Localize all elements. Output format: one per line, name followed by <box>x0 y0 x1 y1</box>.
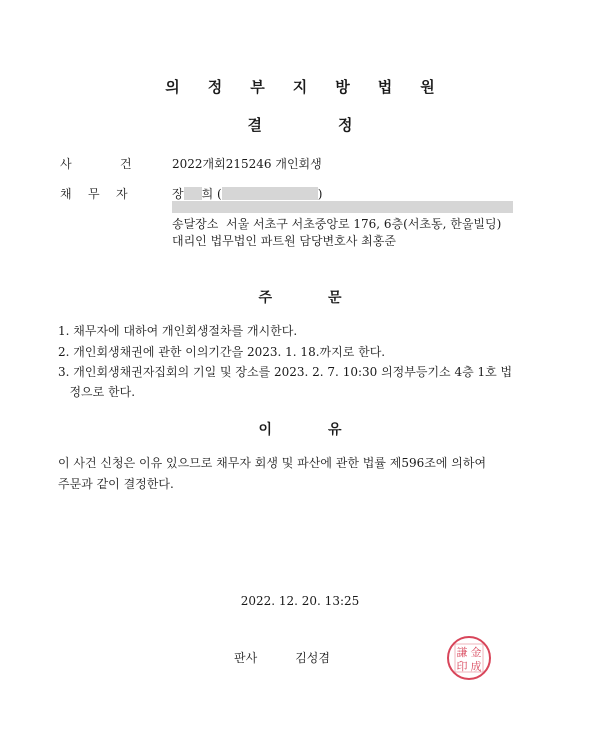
reason-heading-char: 유 <box>328 422 342 438</box>
court-char: 원 <box>420 78 435 96</box>
debtor-name-suffix: 희 ( <box>201 187 222 201</box>
court-name <box>0 76 600 97</box>
seal-ring <box>448 637 490 679</box>
court-char: 정 <box>207 78 223 96</box>
order-heading-char: 문 <box>328 290 342 306</box>
debtor-name-prefix: 장 <box>172 187 184 201</box>
order-heading <box>0 287 600 307</box>
redaction <box>222 187 318 200</box>
court-seal <box>446 635 492 681</box>
debtor-address <box>172 215 501 232</box>
debtor-label-char: 무 <box>88 187 100 201</box>
debtor-name-close: ) <box>317 187 323 201</box>
doctype-char: 결 <box>247 116 262 134</box>
reason-heading-char: 이 <box>258 422 272 438</box>
order-heading-char: 주 <box>258 290 272 306</box>
redaction <box>184 187 202 200</box>
decision-date: 2022. 12. 20. 13:25 <box>240 594 360 608</box>
debtor-label-char: 자 <box>116 187 128 201</box>
debtor-label-char: 채 <box>60 187 72 201</box>
address-label: 송달장소 <box>172 217 219 231</box>
address-value: 서울 서초구 서초중앙로 176, 6층(서초동, 한울빌딩) <box>226 217 502 231</box>
reason-heading <box>0 419 600 439</box>
judge-title: 판사 <box>234 651 258 665</box>
reason-line: 이 사건 신청은 이유 있으므로 채무자 회생 및 파산에 관한 법률 제596조에 의하여 <box>58 456 487 470</box>
seal-char: 成 <box>470 660 482 673</box>
case-label-char: 사 <box>60 157 72 171</box>
order-item: 2. 개인회생채권에 관한 이의기간을 2023. 1. 18.까지로 한다. <box>58 345 386 359</box>
case-value: 2022개회215246 개인회생 <box>172 157 322 171</box>
order-item: 3. 개인회생채권자집회의 기일 및 장소를 2023. 2. 7. 10:30 의정부등기소 4층 1호 법 <box>58 365 513 379</box>
court-char: 의 <box>165 78 180 96</box>
case-label-char: 건 <box>120 157 132 171</box>
seal-char: 金 <box>470 646 482 659</box>
debtor-name <box>172 185 322 202</box>
order-item: 1. 채무자에 대하여 개인회생절차를 개시한다. <box>58 324 298 338</box>
judge-name: 김성겸 <box>295 651 330 665</box>
document-type <box>0 114 600 135</box>
judge-signature <box>234 649 330 666</box>
reason-line: 주문과 같이 결정한다. <box>58 477 174 491</box>
court-char: 방 <box>335 78 350 96</box>
court-char: 법 <box>377 78 393 96</box>
redaction <box>172 201 513 213</box>
doctype-char: 정 <box>338 116 353 134</box>
seal-char: 印 <box>456 660 468 673</box>
court-char: 부 <box>250 78 265 96</box>
order-item: 정으로 한다. <box>58 385 136 399</box>
debtor-label <box>60 185 144 202</box>
court-char: 지 <box>292 78 308 96</box>
debtor-agent: 대리인 법무법인 파트원 담당변호사 최홍준 <box>172 234 396 248</box>
seal-char: 謙 <box>456 646 468 659</box>
case-label <box>60 155 148 172</box>
